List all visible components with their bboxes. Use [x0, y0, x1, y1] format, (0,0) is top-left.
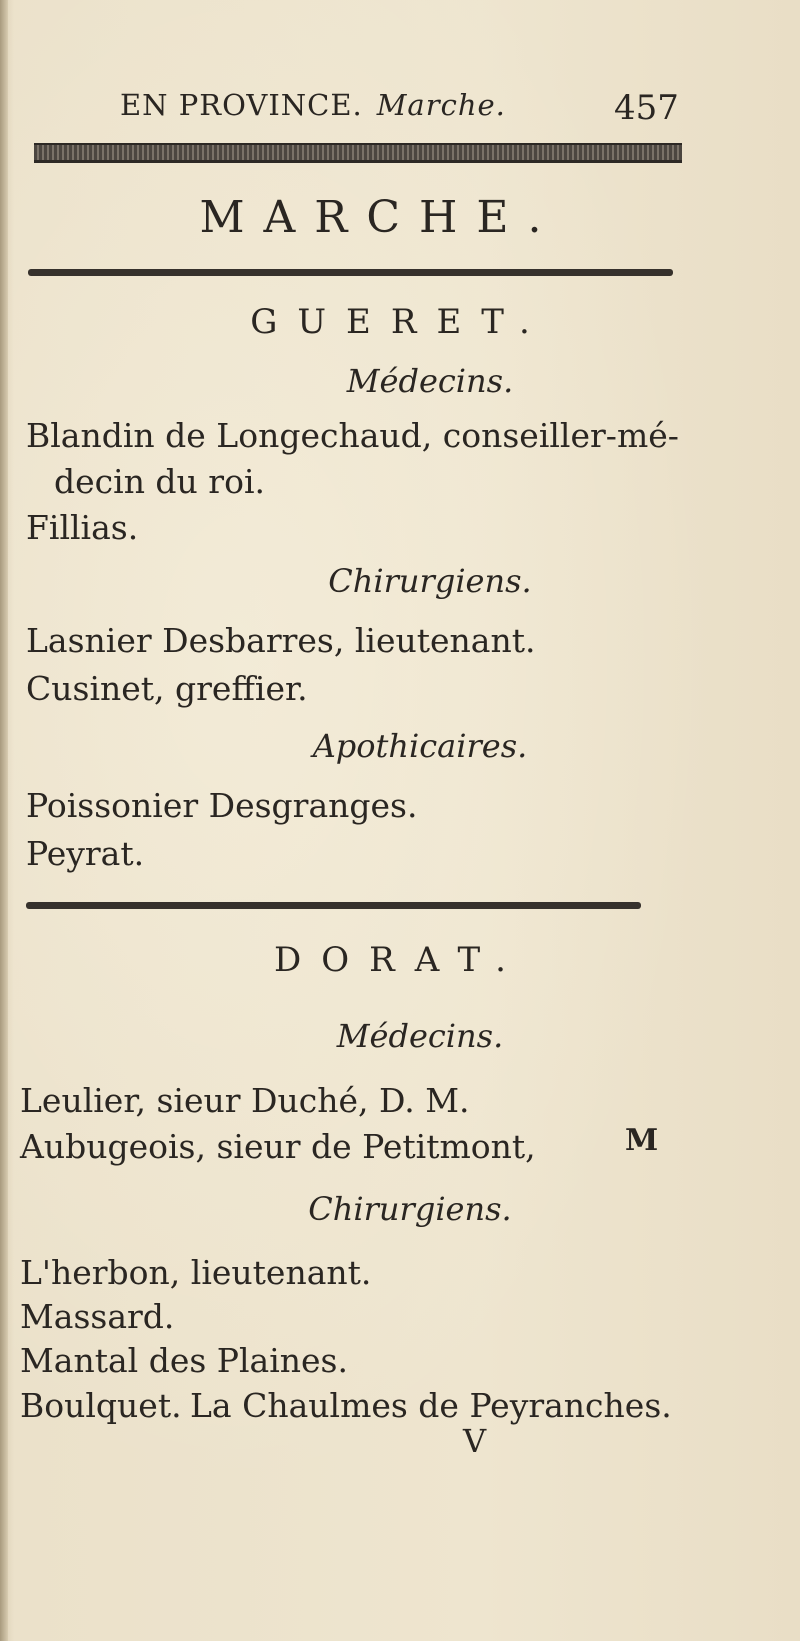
category-heading: Chirurgiens. — [308, 1190, 512, 1228]
category-heading: Chirurgiens. — [328, 562, 532, 600]
running-title-italic: Marche. — [376, 88, 506, 122]
list-item: Cusinet, greffier. — [26, 669, 308, 708]
divider-rule — [26, 902, 641, 909]
list-item: Leulier, sieur Duché, D. M. — [20, 1081, 470, 1120]
list-item: decin du roi. — [54, 462, 265, 501]
town-heading-gueret: GUERET. — [250, 302, 550, 342]
page-gutter — [0, 0, 8, 1641]
list-item: Aubugeois, sieur de Petitmont, — [20, 1127, 536, 1166]
category-heading: Médecins. — [336, 1017, 504, 1055]
list-item: L'herbon, lieutenant. — [20, 1253, 372, 1292]
list-item: Blandin de Longechaud, conseiller-mé- — [26, 416, 679, 455]
divider-rule — [28, 269, 673, 276]
list-item: Massard. — [20, 1297, 175, 1336]
list-item: Boulquet. — [20, 1386, 182, 1425]
list-item: La Chaulmes de Peyranches. — [190, 1386, 672, 1425]
margin-mark: M — [625, 1123, 659, 1158]
list-item: Fillias. — [26, 508, 139, 547]
list-item: Lasnier Desbarres, lieutenant. — [26, 621, 536, 660]
running-title — [120, 88, 506, 122]
category-heading: Apothicaires. — [312, 727, 528, 765]
list-item: Peyrat. — [26, 834, 145, 873]
list-item: Poissonier Desgranges. — [26, 786, 418, 825]
running-title-roman: EN PROVINCE. — [120, 88, 363, 122]
page-title: MARCHE. — [199, 192, 561, 243]
catchword: V — [463, 1422, 487, 1460]
list-item: Mantal des Plaines. — [20, 1341, 348, 1380]
page-number: 457 — [614, 88, 679, 128]
ornamental-rule — [34, 143, 682, 163]
category-heading: Médecins. — [346, 362, 514, 400]
town-heading-dorat: DORAT. — [274, 940, 526, 980]
